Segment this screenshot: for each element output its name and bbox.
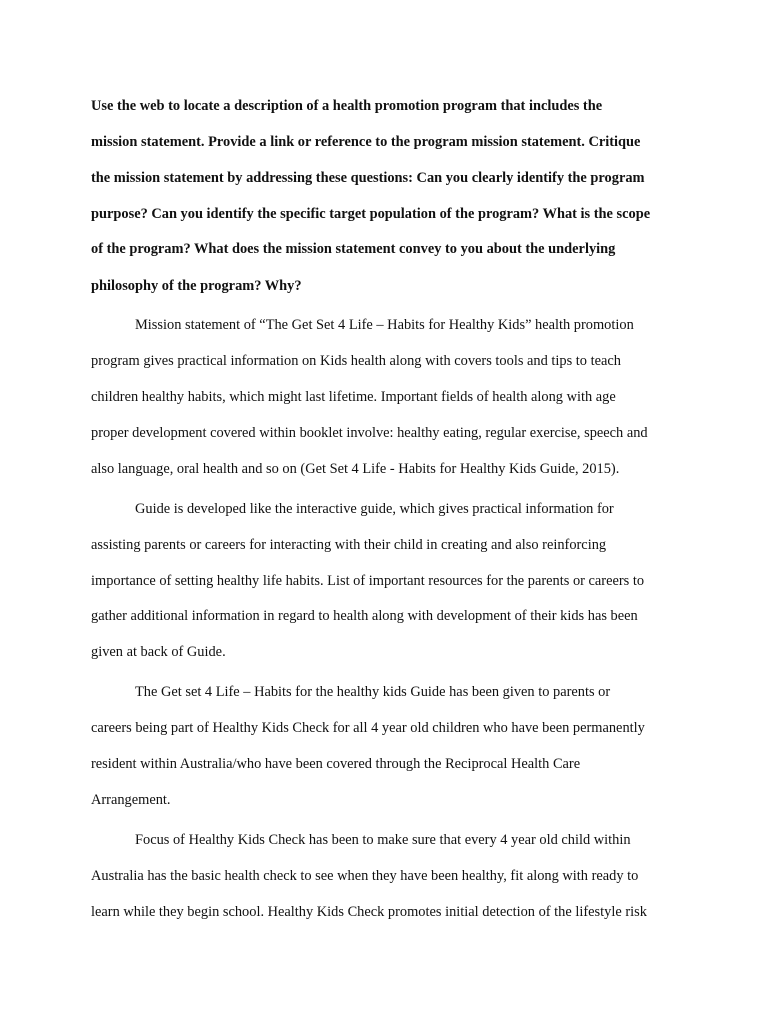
paragraph4-line-1: Focus of Healthy Kids Check has been to make sure that every 4 year old child within bbox=[135, 832, 631, 848]
prompt-line-4: purpose? Can you identify the specific target population of the program? What is the scope bbox=[91, 206, 651, 222]
paragraph3-line-1: The Get set 4 Life – Habits for the healthy kids Guide has been given to parents or bbox=[135, 684, 611, 700]
prompt-line-6: philosophy of the program? Why? bbox=[91, 278, 302, 294]
prompt-line-3: the mission statement by addressing these questions: Can you clearly identify the program bbox=[91, 170, 645, 186]
paragraph2-line-5: given at back of Guide. bbox=[91, 644, 226, 660]
paragraph4-line-2: Australia has the basic health check to see when they have been healthy, fit along with ready to bbox=[91, 868, 639, 884]
paragraph1-line-1: Mission statement of “The Get Set 4 Life – Habits for Healthy Kids” health promotion bbox=[135, 317, 634, 333]
paragraph3-line-3: resident within Australia/who have been covered through the Reciprocal Health Care bbox=[91, 756, 581, 772]
prompt-line-5: of the program? What does the mission statement convey to you about the underlying bbox=[91, 241, 616, 257]
paragraph2-line-1: Guide is developed like the interactive guide, which gives practical information for bbox=[135, 501, 614, 517]
paragraph1-line-3: children healthy habits, which might last lifetime. Important fields of health along with age bbox=[91, 389, 616, 405]
paragraph3-line-2: careers being part of Healthy Kids Check for all 4 year old children who have been permanently bbox=[91, 720, 645, 736]
prompt-line-2: mission statement. Provide a link or reference to the program mission statement. Critique bbox=[91, 134, 641, 150]
paragraph1-line-5: also language, oral health and so on (Get Set 4 Life - Habits for Healthy Kids Guide, 2015). bbox=[91, 461, 620, 477]
paragraph2-line-3: importance of setting healthy life habits. List of important resources for the parents or careers to bbox=[91, 573, 645, 589]
paragraph2-line-4: gather additional information in regard to health along with development of their kids has been bbox=[91, 608, 638, 624]
paragraph2-line-2: assisting parents or careers for interacting with their child in creating and also reinforcing bbox=[91, 537, 607, 553]
paragraph1-line-4: proper development covered within booklet involve: healthy eating, regular exercise, speech and bbox=[91, 425, 648, 441]
paragraph3-line-4: Arrangement. bbox=[91, 792, 171, 808]
paragraph1-line-2: program gives practical information on Kids health along with covers tools and tips to teach bbox=[91, 353, 621, 369]
prompt-line-1: Use the web to locate a description of a health promotion program that includes the bbox=[91, 98, 603, 114]
paragraph4-line-3: learn while they begin school. Healthy Kids Check promotes initial detection of the lifestyle risk bbox=[91, 904, 647, 920]
